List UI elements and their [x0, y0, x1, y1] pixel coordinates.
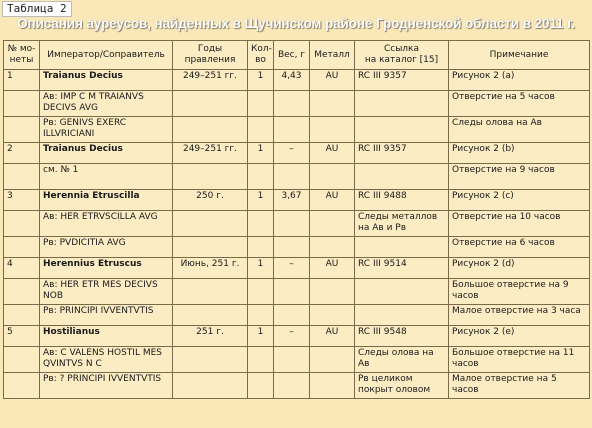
- table-row: [4, 70, 590, 91]
- header-weight: Вес, г: [274, 41, 310, 70]
- cell-note: Большое отверстие на 11 часов: [449, 347, 590, 373]
- header-metal: Металл: [310, 41, 355, 70]
- cell-emperor: Ав: HER ETR MES DECIVS NOB: [40, 279, 173, 305]
- cell-note: Отверстие на 5 часов: [449, 91, 590, 117]
- cell-weight: –: [274, 326, 310, 347]
- table-row: [4, 190, 590, 211]
- header-note: Примечание: [449, 41, 590, 70]
- cell-note: Следы олова на Ав: [449, 117, 590, 143]
- header-years: Годы правления: [173, 41, 248, 70]
- header-row: [4, 41, 590, 70]
- cell-ref: Следы олова на Ав: [355, 347, 449, 373]
- cell-emperor: Herennia Etruscilla: [40, 190, 173, 211]
- cell-emperor: Ав: IMP C M TRAIANVS DECIVS AVG: [40, 91, 173, 117]
- header-num-text: № мо- неты: [7, 44, 36, 65]
- cell-weight: –: [274, 143, 310, 164]
- cell-note: Рисунок 2 (b): [449, 143, 590, 164]
- table-row: [4, 91, 590, 117]
- cell-count: 1: [248, 70, 274, 91]
- cell-num: 4: [4, 258, 40, 279]
- cell-ref: RC III 9357: [355, 70, 449, 91]
- cell-emperor: Ав: C VALENS HOSTIL MES QVINTVS N C: [40, 347, 173, 373]
- cell-note: Рисунок 2 (c): [449, 190, 590, 211]
- cell-emperor: Herennius Etruscus: [40, 258, 173, 279]
- table-label: Таблица 2: [2, 1, 72, 17]
- cell-ref: RC III 9357: [355, 143, 449, 164]
- cell-ref: RC III 9488: [355, 190, 449, 211]
- cell-years: 250 г.: [173, 190, 248, 211]
- cell-weight: –: [274, 258, 310, 279]
- cell-emperor: Рв: PRINCIPI IVVENTVTIS: [40, 305, 173, 326]
- cell-metal: AU: [310, 258, 355, 279]
- cell-weight: 3,67: [274, 190, 310, 211]
- table-row: [4, 117, 590, 143]
- cell-num: 1: [4, 70, 40, 91]
- table-title: Описания ауреусов, найденных в Щучинском районе Гродненской области в 2011 г.: [17, 16, 575, 31]
- cell-emperor: см. № 1: [40, 164, 173, 190]
- cell-note: Отверстие на 10 часов: [449, 211, 590, 237]
- cell-emperor: Ав: HER ETRVSCILLA AVG: [40, 211, 173, 237]
- table-row: [4, 279, 590, 305]
- cell-metal: AU: [310, 190, 355, 211]
- cell-note: Малое отверстие на 5 часов: [449, 373, 590, 399]
- cell-weight: 4,43: [274, 70, 310, 91]
- cell-ref: RC III 9548: [355, 326, 449, 347]
- cell-years: 249–251 гг.: [173, 70, 248, 91]
- cell-emperor: Traianus Decius: [40, 70, 173, 91]
- cell-ref: Следы металлов на Ав и Рв: [355, 211, 449, 237]
- cell-note: Большое отверстие на 9 часов: [449, 279, 590, 305]
- table-row: [4, 258, 590, 279]
- cell-note: Рисунок 2 (a): [449, 70, 590, 91]
- header-ref: Ссылка на каталог [15]: [355, 41, 449, 70]
- header-emperor: Император/Соправитель: [40, 41, 173, 70]
- table-row: [4, 211, 590, 237]
- table-row: [4, 347, 590, 373]
- cell-count: 1: [248, 326, 274, 347]
- cell-years: Июнь, 251 г.: [173, 258, 248, 279]
- header-num: [4, 41, 40, 70]
- cell-num: 5: [4, 326, 40, 347]
- table-row: [4, 373, 590, 399]
- cell-metal: AU: [310, 70, 355, 91]
- cell-note: Отверстие на 9 часов: [449, 164, 590, 190]
- table-row: [4, 305, 590, 326]
- cell-emperor: Traianus Decius: [40, 143, 173, 164]
- cell-ref: Рв целиком покрыт оловом: [355, 373, 449, 399]
- table-row: [4, 143, 590, 164]
- cell-emperor: Рв: PVDICITIA AVG: [40, 237, 173, 258]
- cell-emperor: Рв: ? PRINCIPI IVVENTVTIS: [40, 373, 173, 399]
- cell-years: 249–251 гг.: [173, 143, 248, 164]
- aureus-table: [3, 40, 590, 399]
- cell-count: 1: [248, 258, 274, 279]
- cell-count: 1: [248, 143, 274, 164]
- table-row: [4, 237, 590, 258]
- cell-years: 251 г.: [173, 326, 248, 347]
- cell-note: Малое отверстие на 3 часа: [449, 305, 590, 326]
- table-row: [4, 326, 590, 347]
- table-row: [4, 164, 590, 190]
- cell-metal: AU: [310, 143, 355, 164]
- cell-metal: AU: [310, 326, 355, 347]
- cell-note: Рисунок 2 (e): [449, 326, 590, 347]
- cell-num: 3: [4, 190, 40, 211]
- cell-note: Отверстие на 6 часов: [449, 237, 590, 258]
- cell-emperor: Рв: GENIVS EXERC ILLVRICIANI: [40, 117, 173, 143]
- header-count: Кол- во: [248, 41, 274, 70]
- cell-emperor: Hostilianus: [40, 326, 173, 347]
- cell-note: Рисунок 2 (d): [449, 258, 590, 279]
- cell-num: 2: [4, 143, 40, 164]
- cell-ref: RC III 9514: [355, 258, 449, 279]
- cell-count: 1: [248, 190, 274, 211]
